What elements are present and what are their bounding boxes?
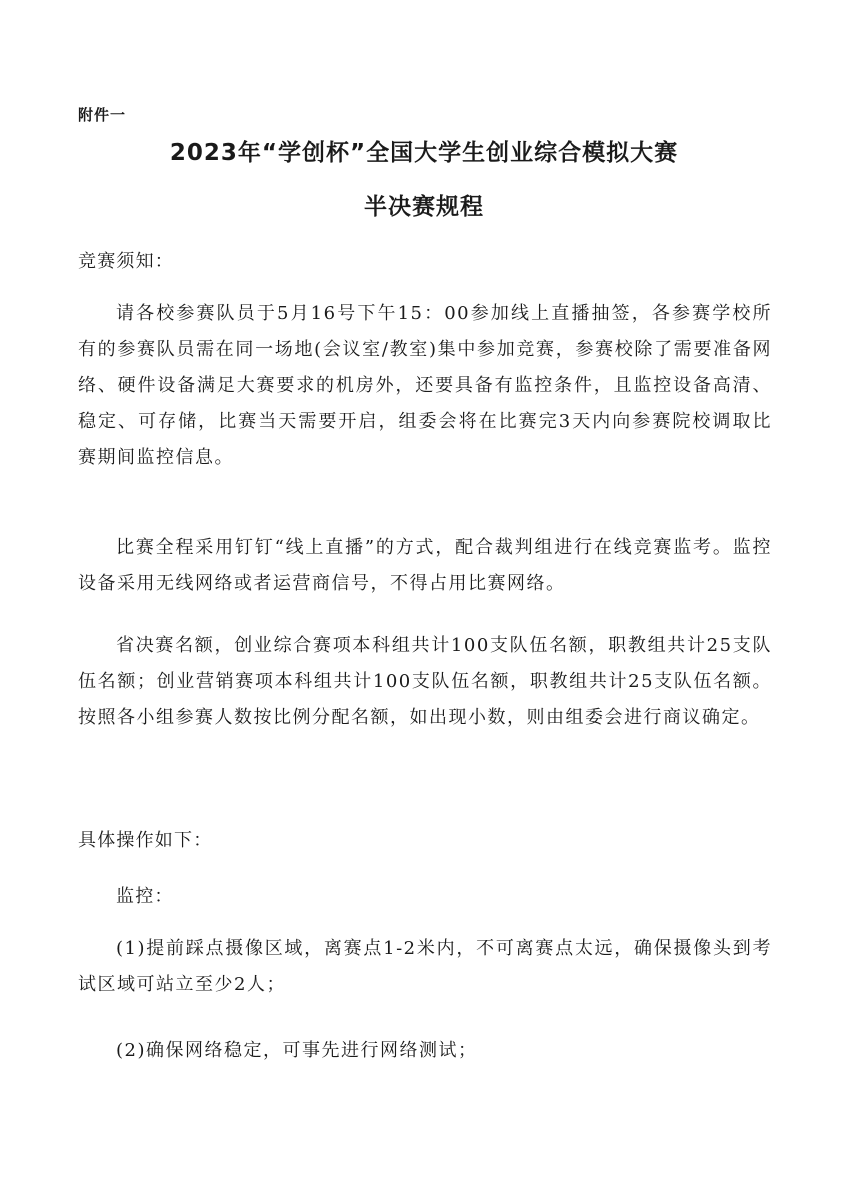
operations-heading: 具体操作如下： (78, 830, 213, 851)
notice-heading: 竞赛须知： (78, 251, 174, 272)
list-item-network: (2)确保网络稳定，可事先进行网络测试； (116, 1040, 478, 1061)
document-title: 2023年“学创杯”全国大学生创业综合模拟大赛 (169, 140, 679, 166)
paragraph-quota: 省决赛名额，创业综合赛项本科组共计100支队伍名额，职教组共计25支队伍名额；创业营销赛项本科组共计100支队伍名额，职教组共计25支队伍名额。按照各小组参赛人数按比例分配名额，如出现小数，则由组委会进行商议确定。 (78, 635, 772, 728)
document-subtitle: 半决赛规程 (364, 194, 484, 220)
paragraph-registration: 请各校参赛队员于5月16号下午15：00参加线上直播抽签，各参赛学校所有的参赛队员需在同一场地(会议室/教室)集中参加竞赛，参赛校除了需要准备网络、硬件设备满足大赛要求的机房外，还要具备有监控条件，且监控设备高清、稳定、可存储，比赛当天需要开启，组委会将在比赛完3天内向参赛院校调取比赛期间监控信息。 (78, 303, 772, 468)
attachment-label: 附件一 (78, 106, 127, 124)
list-item-camera: (1)提前踩点摄像区域，离赛点1-2米内，不可离赛点太远，确保摄像头到考试区域可站立至少2人； (78, 938, 772, 995)
monitor-heading: 监控： (116, 886, 174, 907)
paragraph-livestream: 比赛全程采用钉钉“线上直播”的方式，配合裁判组进行在线竞赛监考。监控设备采用无线网络或者运营商信号，不得占用比赛网络。 (78, 537, 772, 594)
